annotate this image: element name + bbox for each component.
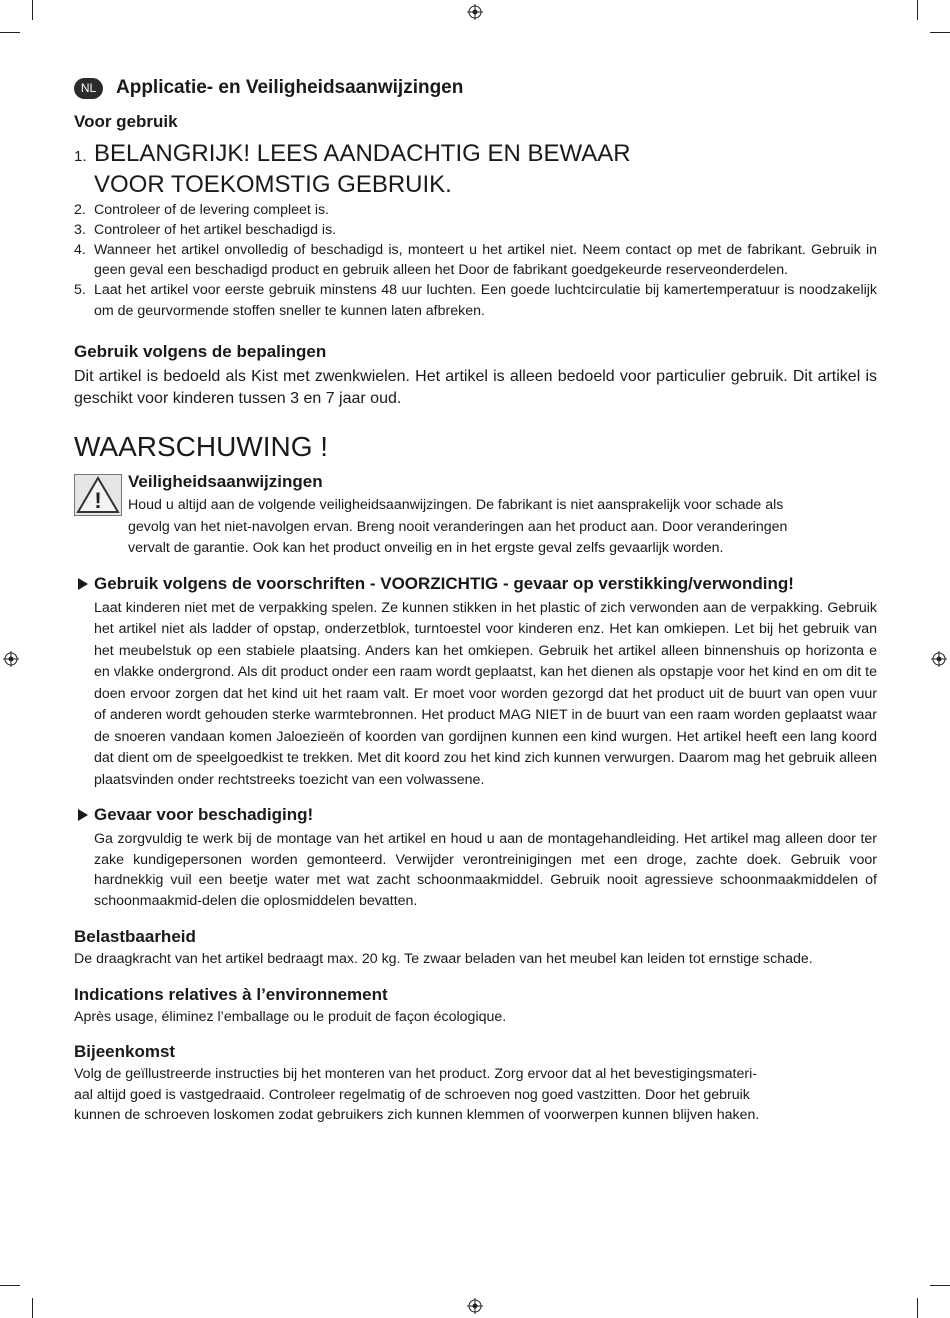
bepalingen-text: Dit artikel is bedoeld als Kist met zwenkwielen. Het artikel is alleen bedoeld voor particulier gebruik. Dit artikel is geschikt voor kinderen tussen 3 en 7 jaar oud.: [74, 368, 877, 407]
registration-mark-icon: [467, 4, 483, 20]
safety-instructions: [74, 472, 877, 560]
text-line: kunnen de schroeven loskomen zodat gebruikers zich kunnen klemmen of voorwerpen kunnen blijven haken.: [74, 1107, 760, 1123]
list-item: 3. Controleer of het artikel beschadigd is.: [74, 222, 337, 238]
list-item: 2. Controleer of de levering compleet is.: [74, 202, 330, 218]
crop-mark: [0, 1285, 20, 1286]
registration-mark-icon: [467, 1298, 483, 1314]
registration-mark-icon: [931, 651, 947, 667]
document-page: [74, 72, 877, 1126]
bullet-arrow-icon: [78, 809, 88, 821]
crop-mark: [917, 0, 918, 20]
document-title: Applicatie- en Veiligheidsaanwijzingen: [116, 77, 464, 98]
crop-mark: [0, 32, 20, 33]
crop-mark: [917, 1298, 918, 1318]
section-heading-voorschriften: Gebruik volgens de voorschriften - VOORZICHTIG - gevaar op verstikking/verwonding!: [74, 574, 877, 594]
item-number: 1.: [74, 148, 87, 165]
section-heading-bepalingen: Gebruik volgens de bepalingen: [74, 342, 327, 361]
section-heading-beschadiging: Gevaar voor beschadiging!: [74, 805, 877, 825]
belastbaarheid-text: De draagkracht van het artikel bedraagt max. 20 kg. Te zwaar beladen van het meubel kan leiden tot ernstige schade.: [74, 951, 813, 967]
safety-heading: Veiligheidsaanwijzingen: [128, 472, 323, 491]
crop-mark: [930, 1285, 950, 1286]
text-line: aal altijd goed is vastgedraaid. Controleer regelmatig of de schroeven nog goed vastzitten. Door het gebruik: [74, 1086, 750, 1103]
list-item: 4. Wanneer het artikel onvolledig of beschadigd is, monteert u het artikel niet. Neem contact op met de fabrikant. Gebruik in geen geval een beschadigd product en gebruik alleen het Door de fabrikant goedgekeurde reserveonderdelen.: [74, 242, 877, 278]
section-heading-belastbaarheid: Belastbaarheid: [74, 927, 196, 946]
warning-glyph: !: [94, 488, 102, 513]
important-line-2: VOOR TOEKOMSTIG GEBRUIK.: [94, 171, 452, 198]
beschadiging-text: Ga zorgvuldig te werk bij de montage van het artikel en houd u aan de montagehandleiding. Het artikel mag alleen door ter zake kundigepersonen worden gemonteerd. Verwijder verontreinigingen met een droge, zachte doek. Gebruik voor hardnekkig vuil een beetje water met wat zacht schoonmaakmiddel. Gebruik nooit agressieve schoonmaakmiddelen of schoonmaakmid-delen die oplosmiddelen bevatten.: [94, 831, 877, 909]
section-heading-bijeenkomst: Bijeenkomst: [74, 1042, 176, 1061]
important-line-1: BELANGRIJK! LEES AANDACHTIG EN BEWAAR: [94, 140, 631, 167]
language-badge: NL: [74, 78, 103, 99]
registration-mark-icon: [3, 651, 19, 667]
crop-mark: [32, 0, 33, 20]
pre-use-checklist: [74, 200, 877, 322]
bullet-arrow-icon: [78, 578, 88, 590]
warning-triangle-icon: [74, 474, 122, 516]
bijeenkomst-text: [74, 1064, 877, 1126]
crop-mark: [930, 32, 950, 33]
crop-mark: [32, 1298, 33, 1318]
voorschriften-text: Laat kinderen niet met de verpakking spelen. Ze kunnen stikken in het plastic of zich verwonden aan de verpakking. Gebruik het artikel niet als ladder of opstap, onderzetblok, turntoestel voor kinderen enz. Het kan omkiepen. Let bij het gebruik van het meubelstuk op een stabiele plaatsing. Anders kan het omkiepen. Gebruik het artikel alleen binnenshuis op horizonta e en vlakke ondergrond. Als dit product onder een raam wordt geplaatst, kan het dienen als opstapje voor het kind en om dit te doen ervoor zorgen dat het kind uit het raam valt. Er moet voor worden gezorgd dat het product uit de buurt van open vuur of anderen wordt gehouden sterke warmtebronnen. Het product MAG NIET in de buurt van een raam worden geplaatst waar de snoeren vandaan komen Jaloezieën of koorden van gordijnen kunnen een kind wurgen. Het artikel heeft een lang koord dat dient om de speelgoedkist te trekken. Met dit koord zou het kind zich kunnen verwurgen. Daarom mag het gebruik alleen plaatsvinden onder rechtstreeks toezicht van een volwassene.: [94, 599, 877, 788]
section-heading-environment: Indications relatives à l’environnement: [74, 984, 388, 1004]
warning-title: WAARSCHUWING !: [74, 431, 329, 462]
safety-text: Houd u altijd aan de volgende veiligheidsaanwijzingen. De fabrikant is niet aansprakelijk voor schade als gevolg van het niet-navolgen ervan. Breng nooit veranderingen aan het product aan. Door veranderingen vervalt de garantie. Ook kan het product onveilig en in het ergste geval zelfs gevaarlijk worden.: [128, 497, 788, 556]
list-item: 5. Laat het artikel voor eerste gebruik minstens 48 uur luchten. Een goede luchtcirculatie bij kamertemperatuur is noodzakelijk om de geurvormende stoffen sneller te kunnen laten afbreken.: [74, 282, 877, 319]
environment-text: Après usage, éliminez l’emballage ou le produit de façon écologique.: [74, 1008, 507, 1025]
document-header: [74, 72, 877, 104]
section-heading-voor-gebruik: Voor gebruik: [74, 112, 178, 131]
text-line: Volg de geïllustreerde instructies bij het monteren van het product. Zorg ervoor dat al het bevestigingsmateri-: [74, 1066, 757, 1082]
important-notice: [74, 138, 877, 200]
